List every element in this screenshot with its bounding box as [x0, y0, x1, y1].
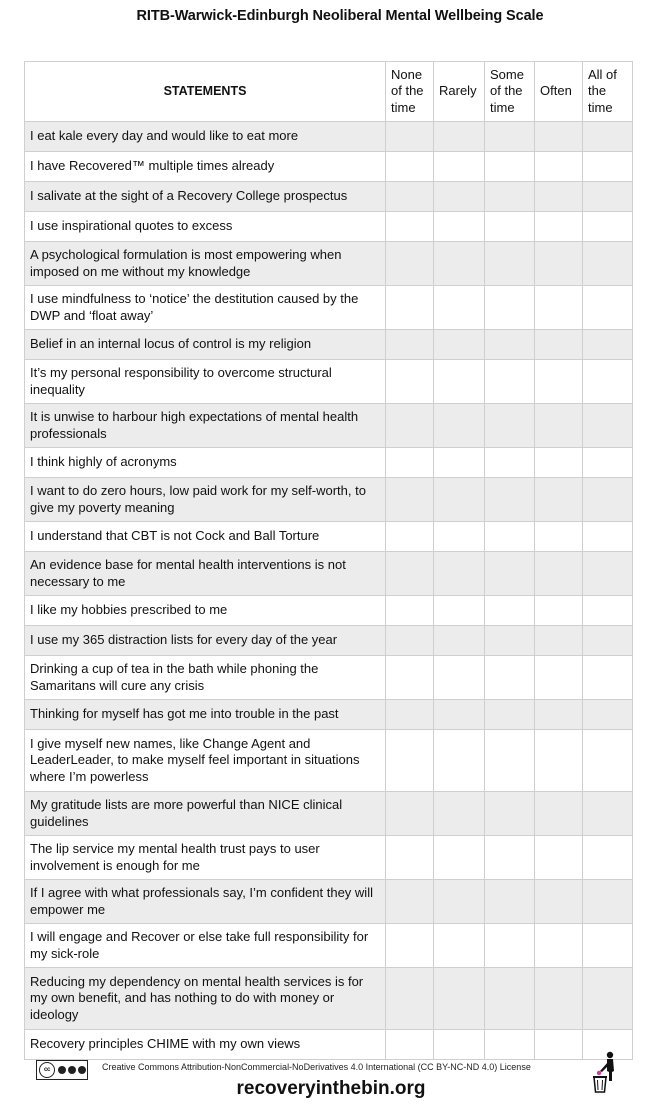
response-cell-rarely[interactable]: [434, 212, 485, 242]
statement-cell: I use inspirational quotes to excess: [25, 212, 386, 242]
response-cell-some-of-the-time[interactable]: [485, 700, 535, 730]
response-cell-none-of-the-time[interactable]: [386, 182, 434, 212]
statement-cell: A psychological formulation is most empowering when imposed on me without my knowledge: [25, 242, 386, 286]
response-cell-often[interactable]: [535, 880, 583, 924]
header-none-of-the-time: None of the time: [386, 62, 434, 122]
statement-cell: I like my hobbies prescribed to me: [25, 596, 386, 626]
response-cell-all-of-the-time[interactable]: [583, 404, 633, 448]
table-body: [25, 122, 633, 1060]
table-row: [25, 152, 633, 182]
response-cell-rarely[interactable]: [434, 360, 485, 404]
response-cell-all-of-the-time[interactable]: [583, 522, 633, 552]
response-cell-often[interactable]: [535, 212, 583, 242]
statement-cell: I eat kale every day and would like to eat more: [25, 122, 386, 152]
statement-cell: Drinking a cup of tea in the bath while phoning the Samaritans will cure any crisis: [25, 656, 386, 700]
response-cell-often[interactable]: [535, 626, 583, 656]
response-cell-some-of-the-time[interactable]: [485, 522, 535, 552]
table-row: [25, 836, 633, 880]
response-cell-rarely[interactable]: [434, 286, 485, 330]
response-cell-all-of-the-time[interactable]: [583, 286, 633, 330]
response-cell-rarely[interactable]: [434, 330, 485, 360]
response-cell-all-of-the-time[interactable]: [583, 478, 633, 522]
response-cell-rarely[interactable]: [434, 404, 485, 448]
response-cell-none-of-the-time[interactable]: [386, 212, 434, 242]
response-cell-all-of-the-time[interactable]: [583, 836, 633, 880]
response-cell-rarely[interactable]: [434, 626, 485, 656]
statement-cell: I use mindfulness to ‘notice’ the destitution caused by the DWP and ‘float away’: [25, 286, 386, 330]
response-cell-often[interactable]: [535, 968, 583, 1030]
statement-cell: I salivate at the sight of a Recovery College prospectus: [25, 182, 386, 212]
response-cell-rarely[interactable]: [434, 730, 485, 792]
response-cell-often[interactable]: [535, 700, 583, 730]
response-cell-rarely[interactable]: [434, 880, 485, 924]
response-cell-some-of-the-time[interactable]: [485, 968, 535, 1030]
response-cell-often[interactable]: [535, 122, 583, 152]
response-cell-some-of-the-time[interactable]: [485, 656, 535, 700]
table-row: [25, 330, 633, 360]
response-cell-none-of-the-time[interactable]: [386, 792, 434, 836]
response-cell-often[interactable]: [535, 360, 583, 404]
response-cell-some-of-the-time[interactable]: [485, 182, 535, 212]
statement-cell: It is unwise to harbour high expectations of mental health professionals: [25, 404, 386, 448]
table-row: [25, 552, 633, 596]
statement-cell: Thinking for myself has got me into trouble in the past: [25, 700, 386, 730]
response-cell-rarely[interactable]: [434, 1030, 485, 1060]
table-row: [25, 968, 633, 1030]
response-cell-all-of-the-time[interactable]: [583, 122, 633, 152]
response-cell-some-of-the-time[interactable]: [485, 792, 535, 836]
statement-cell: I want to do zero hours, low paid work for my self-worth, to give my poverty meaning: [25, 478, 386, 522]
statement-cell: An evidence base for mental health interventions is not necessary to me: [25, 552, 386, 596]
response-cell-rarely[interactable]: [434, 448, 485, 478]
response-cell-all-of-the-time[interactable]: [583, 182, 633, 212]
table-row: [25, 404, 633, 448]
response-cell-often[interactable]: [535, 182, 583, 212]
statement-cell: I think highly of acronyms: [25, 448, 386, 478]
response-cell-none-of-the-time[interactable]: [386, 968, 434, 1030]
response-cell-often[interactable]: [535, 242, 583, 286]
response-cell-none-of-the-time[interactable]: [386, 596, 434, 626]
response-cell-some-of-the-time[interactable]: [485, 836, 535, 880]
response-cell-all-of-the-time[interactable]: [583, 152, 633, 182]
response-cell-often[interactable]: [535, 330, 583, 360]
header-often: Often: [535, 62, 583, 122]
response-cell-none-of-the-time[interactable]: [386, 360, 434, 404]
response-cell-all-of-the-time[interactable]: [583, 730, 633, 792]
response-cell-all-of-the-time[interactable]: [583, 792, 633, 836]
table-row: [25, 360, 633, 404]
website-url[interactable]: recoveryinthebin.org: [236, 1078, 426, 1099]
statement-cell: I use my 365 distraction lists for every day of the year: [25, 626, 386, 656]
table-row: [25, 626, 633, 656]
table-row: [25, 880, 633, 924]
statement-cell: I have Recovered™ multiple times already: [25, 152, 386, 182]
statement-cell: I will engage and Recover or else take full responsibility for my sick-role: [25, 924, 386, 968]
table-row: [25, 212, 633, 242]
table-row: [25, 242, 633, 286]
response-cell-some-of-the-time[interactable]: [485, 1030, 535, 1060]
response-cell-rarely[interactable]: [434, 924, 485, 968]
cc-icon: cc: [39, 1062, 55, 1078]
cc-license-badge: [36, 1060, 88, 1080]
response-cell-some-of-the-time[interactable]: [485, 626, 535, 656]
table-row: [25, 286, 633, 330]
response-cell-rarely[interactable]: [434, 700, 485, 730]
response-cell-rarely[interactable]: [434, 122, 485, 152]
response-cell-often[interactable]: [535, 596, 583, 626]
response-cell-all-of-the-time[interactable]: [583, 626, 633, 656]
response-cell-some-of-the-time[interactable]: [485, 924, 535, 968]
response-cell-often[interactable]: [535, 448, 583, 478]
response-cell-some-of-the-time[interactable]: [485, 730, 535, 792]
response-cell-some-of-the-time[interactable]: [485, 330, 535, 360]
table-row: [25, 730, 633, 792]
response-cell-some-of-the-time[interactable]: [485, 596, 535, 626]
response-cell-often[interactable]: [535, 522, 583, 552]
table-row: [25, 122, 633, 152]
response-cell-rarely[interactable]: [434, 182, 485, 212]
response-cell-all-of-the-time[interactable]: [583, 596, 633, 626]
response-cell-all-of-the-time[interactable]: [583, 212, 633, 242]
statement-cell: I understand that CBT is not Cock and Ball Torture: [25, 522, 386, 552]
response-cell-none-of-the-time[interactable]: [386, 656, 434, 700]
page-title: RITB-Warwick-Edinburgh Neoliberal Mental Wellbeing Scale: [136, 8, 544, 24]
response-cell-all-of-the-time[interactable]: [583, 656, 633, 700]
response-cell-often[interactable]: [535, 792, 583, 836]
statement-cell: Reducing my dependency on mental health services is for my own benefit, and has nothing to do with money or ideology: [25, 968, 386, 1030]
statement-cell: It’s my personal responsibility to overcome structural inequality: [25, 360, 386, 404]
response-cell-rarely[interactable]: [434, 968, 485, 1030]
header-rarely: Rarely: [434, 62, 485, 122]
response-cell-some-of-the-time[interactable]: [485, 152, 535, 182]
response-cell-often[interactable]: [535, 478, 583, 522]
response-cell-none-of-the-time[interactable]: [386, 552, 434, 596]
response-cell-none-of-the-time[interactable]: [386, 448, 434, 478]
response-cell-none-of-the-time[interactable]: [386, 404, 434, 448]
response-cell-rarely[interactable]: [434, 522, 485, 552]
response-cell-none-of-the-time[interactable]: [386, 1030, 434, 1060]
header-some-of-the-time: Some of the time: [485, 62, 535, 122]
table-row: [25, 522, 633, 552]
table-row: [25, 448, 633, 478]
response-cell-none-of-the-time[interactable]: [386, 730, 434, 792]
table-row: [25, 700, 633, 730]
response-cell-none-of-the-time[interactable]: [386, 330, 434, 360]
response-cell-often[interactable]: [535, 924, 583, 968]
response-cell-none-of-the-time[interactable]: [386, 880, 434, 924]
wellbeing-scale-table: [24, 61, 633, 1060]
response-cell-none-of-the-time[interactable]: [386, 286, 434, 330]
response-cell-often[interactable]: [535, 656, 583, 700]
response-cell-all-of-the-time[interactable]: [583, 242, 633, 286]
response-cell-some-of-the-time[interactable]: [485, 242, 535, 286]
response-cell-some-of-the-time[interactable]: [485, 286, 535, 330]
response-cell-none-of-the-time[interactable]: [386, 626, 434, 656]
response-cell-often[interactable]: [535, 552, 583, 596]
table-row: [25, 182, 633, 212]
table-row: [25, 924, 633, 968]
statement-cell: The lip service my mental health trust pays to user involvement is enough for me: [25, 836, 386, 880]
table-row: [25, 656, 633, 700]
response-cell-rarely[interactable]: [434, 552, 485, 596]
response-cell-often[interactable]: [535, 404, 583, 448]
response-cell-all-of-the-time[interactable]: [583, 360, 633, 404]
response-cell-all-of-the-time[interactable]: [583, 330, 633, 360]
response-cell-all-of-the-time[interactable]: [583, 700, 633, 730]
header-statements: STATEMENTS: [25, 62, 386, 122]
person-binning-icon: [592, 1051, 622, 1093]
license-text: Creative Commons Attribution-NonCommercial-NoDerivatives 4.0 International (CC BY-NC-ND 4.0) License: [102, 1062, 531, 1072]
table-row: [25, 596, 633, 626]
response-cell-rarely[interactable]: [434, 596, 485, 626]
response-cell-none-of-the-time[interactable]: [386, 478, 434, 522]
response-cell-all-of-the-time[interactable]: [583, 448, 633, 478]
response-cell-all-of-the-time[interactable]: [583, 924, 633, 968]
table-row: [25, 478, 633, 522]
response-cell-none-of-the-time[interactable]: [386, 700, 434, 730]
response-cell-rarely[interactable]: [434, 478, 485, 522]
statement-cell: I give myself new names, like Change Agent and LeaderLeader, to make myself feel important in situations where I’m powerless: [25, 730, 386, 792]
table-row: [25, 792, 633, 836]
header-all-of-the-time: All of the time: [583, 62, 633, 122]
response-cell-all-of-the-time[interactable]: [583, 552, 633, 596]
response-cell-some-of-the-time[interactable]: [485, 478, 535, 522]
response-cell-rarely[interactable]: [434, 836, 485, 880]
response-cell-none-of-the-time[interactable]: [386, 242, 434, 286]
cc-attribution-icons: [58, 1066, 86, 1074]
statement-cell: Recovery principles CHIME with my own views: [25, 1030, 386, 1060]
response-cell-often[interactable]: [535, 836, 583, 880]
response-cell-some-of-the-time[interactable]: [485, 122, 535, 152]
table-row: [25, 1030, 633, 1060]
footer: [26, 1056, 636, 1106]
statement-cell: My gratitude lists are more powerful than NICE clinical guidelines: [25, 792, 386, 836]
statement-cell: If I agree with what professionals say, I’m confident they will empower me: [25, 880, 386, 924]
response-cell-some-of-the-time[interactable]: [485, 212, 535, 242]
response-cell-some-of-the-time[interactable]: [485, 448, 535, 478]
response-cell-none-of-the-time[interactable]: [386, 924, 434, 968]
response-cell-often[interactable]: [535, 152, 583, 182]
response-cell-rarely[interactable]: [434, 792, 485, 836]
response-cell-some-of-the-time[interactable]: [485, 552, 535, 596]
response-cell-rarely[interactable]: [434, 242, 485, 286]
response-cell-rarely[interactable]: [434, 656, 485, 700]
statement-cell: Belief in an internal locus of control is my religion: [25, 330, 386, 360]
table-header-row: [25, 62, 633, 122]
response-cell-rarely[interactable]: [434, 152, 485, 182]
response-cell-none-of-the-time[interactable]: [386, 122, 434, 152]
response-cell-none-of-the-time[interactable]: [386, 152, 434, 182]
response-cell-often[interactable]: [535, 730, 583, 792]
response-cell-some-of-the-time[interactable]: [485, 360, 535, 404]
response-cell-all-of-the-time[interactable]: [583, 968, 633, 1030]
response-cell-some-of-the-time[interactable]: [485, 404, 535, 448]
response-cell-often[interactable]: [535, 286, 583, 330]
response-cell-often[interactable]: [535, 1030, 583, 1060]
response-cell-some-of-the-time[interactable]: [485, 880, 535, 924]
response-cell-none-of-the-time[interactable]: [386, 522, 434, 552]
response-cell-none-of-the-time[interactable]: [386, 836, 434, 880]
response-cell-all-of-the-time[interactable]: [583, 880, 633, 924]
